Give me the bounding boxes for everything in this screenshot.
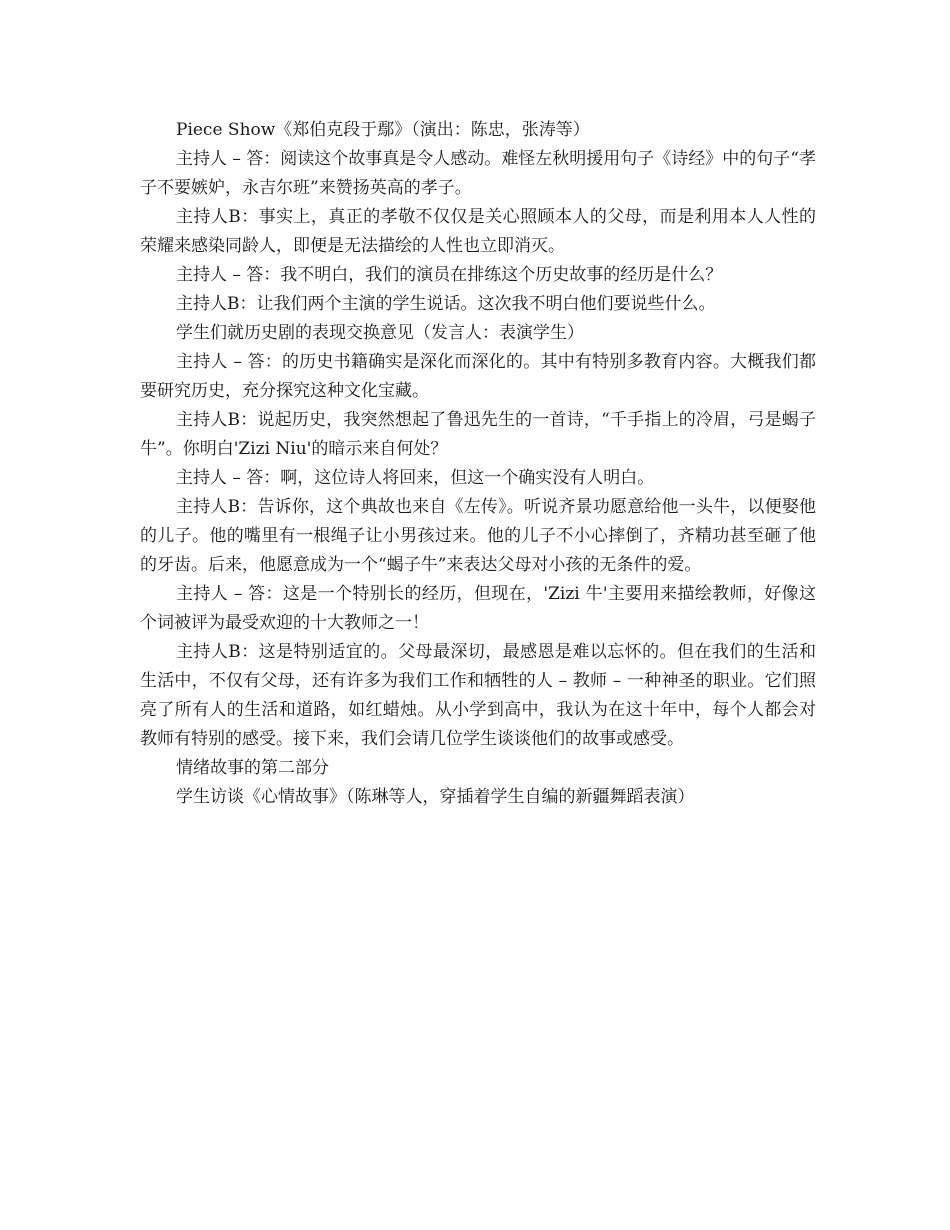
- paragraph-host-b-5: 主持人B：这是特别适宜的。父母最深切，最感恩是难以忘怀的。但在我们的生活和生活中，不仅有父母，还有许多为我们工作和牺牲的人 – 教师 – 一种神圣的职业。它们照亮了所有人的生活和道路，如红蜡烛。从小学到高中，我认为在这十年中，每个人都会对教师有特别的感受。接下来，我们会请几位学生谈谈他们的故事或感受。: [140, 642, 816, 749]
- paragraph-host-b-2: 主持人B：让我们两个主演的学生说话。这次我不明白他们要说些什么。: [176, 294, 716, 314]
- paragraph-student-exchange: 学生们就历史剧的表现交换意见（发言人：表演学生）: [176, 323, 584, 343]
- paragraph-play-title: Piece Show《郑伯克段于鄢》（演出：陈忠，张涛等）: [176, 120, 590, 140]
- paragraph-host-a-1: 主持人 – 答：阅读这个故事真是令人感动。难怪左秋明援用句子《诗经》中的句子“孝子不要嫉妒，永吉尔班”来赞扬英高的孝子。: [140, 149, 816, 198]
- document-page: [140, 116, 816, 812]
- paragraph-student-interview: 学生访谈《心情故事》（陈琳等人，穿插着学生自编的新疆舞蹈表演）: [176, 787, 695, 807]
- paragraph-host-a-5: 主持人 – 答：这是一个特别长的经历，但现在，'Zizi 牛'主要用来描绘教师，好像这个词被评为最受欢迎的十大教师之一！: [140, 584, 816, 633]
- paragraph-host-a-4: 主持人 – 答：啊，这位诗人将回来，但这一个确实没有人明白。: [176, 468, 655, 488]
- paragraph-host-a-2: 主持人 – 答：我不明白，我们的演员在排练这个历史故事的经历是什么？: [176, 265, 723, 285]
- paragraph-host-b-3: 主持人B：说起历史，我突然想起了鲁迅先生的一首诗，“千手指上的冷眉，弓是蝎子牛”。你明白'Zizi Niu'的暗示来自何处？: [140, 410, 816, 459]
- paragraph-section-heading: 情绪故事的第二部分: [176, 758, 329, 778]
- paragraph-host-b-4: 主持人B：告诉你，这个典故也来自《左传》。听说齐景功愿意给他一头牛，以便娶他的儿子。他的嘴里有一根绳子让小男孩过来。他的儿子不小心摔倒了，齐精功甚至砸了他的牙齿。后来，他愿意成为一个“蝎子牛”来表达父母对小孩的无条件的爱。: [140, 497, 816, 575]
- paragraph-host-b-1: 主持人B：事实上，真正的孝敬不仅仅是关心照顾本人的父母，而是利用本人人性的荣耀来感染同龄人，即便是无法描绘的人性也立即消灭。: [140, 207, 816, 256]
- paragraph-host-a-3: 主持人 – 答：的历史书籍确实是深化而深化的。其中有特别多教育内容。大概我们都要研究历史，充分探究这种文化宝藏。: [140, 352, 816, 401]
